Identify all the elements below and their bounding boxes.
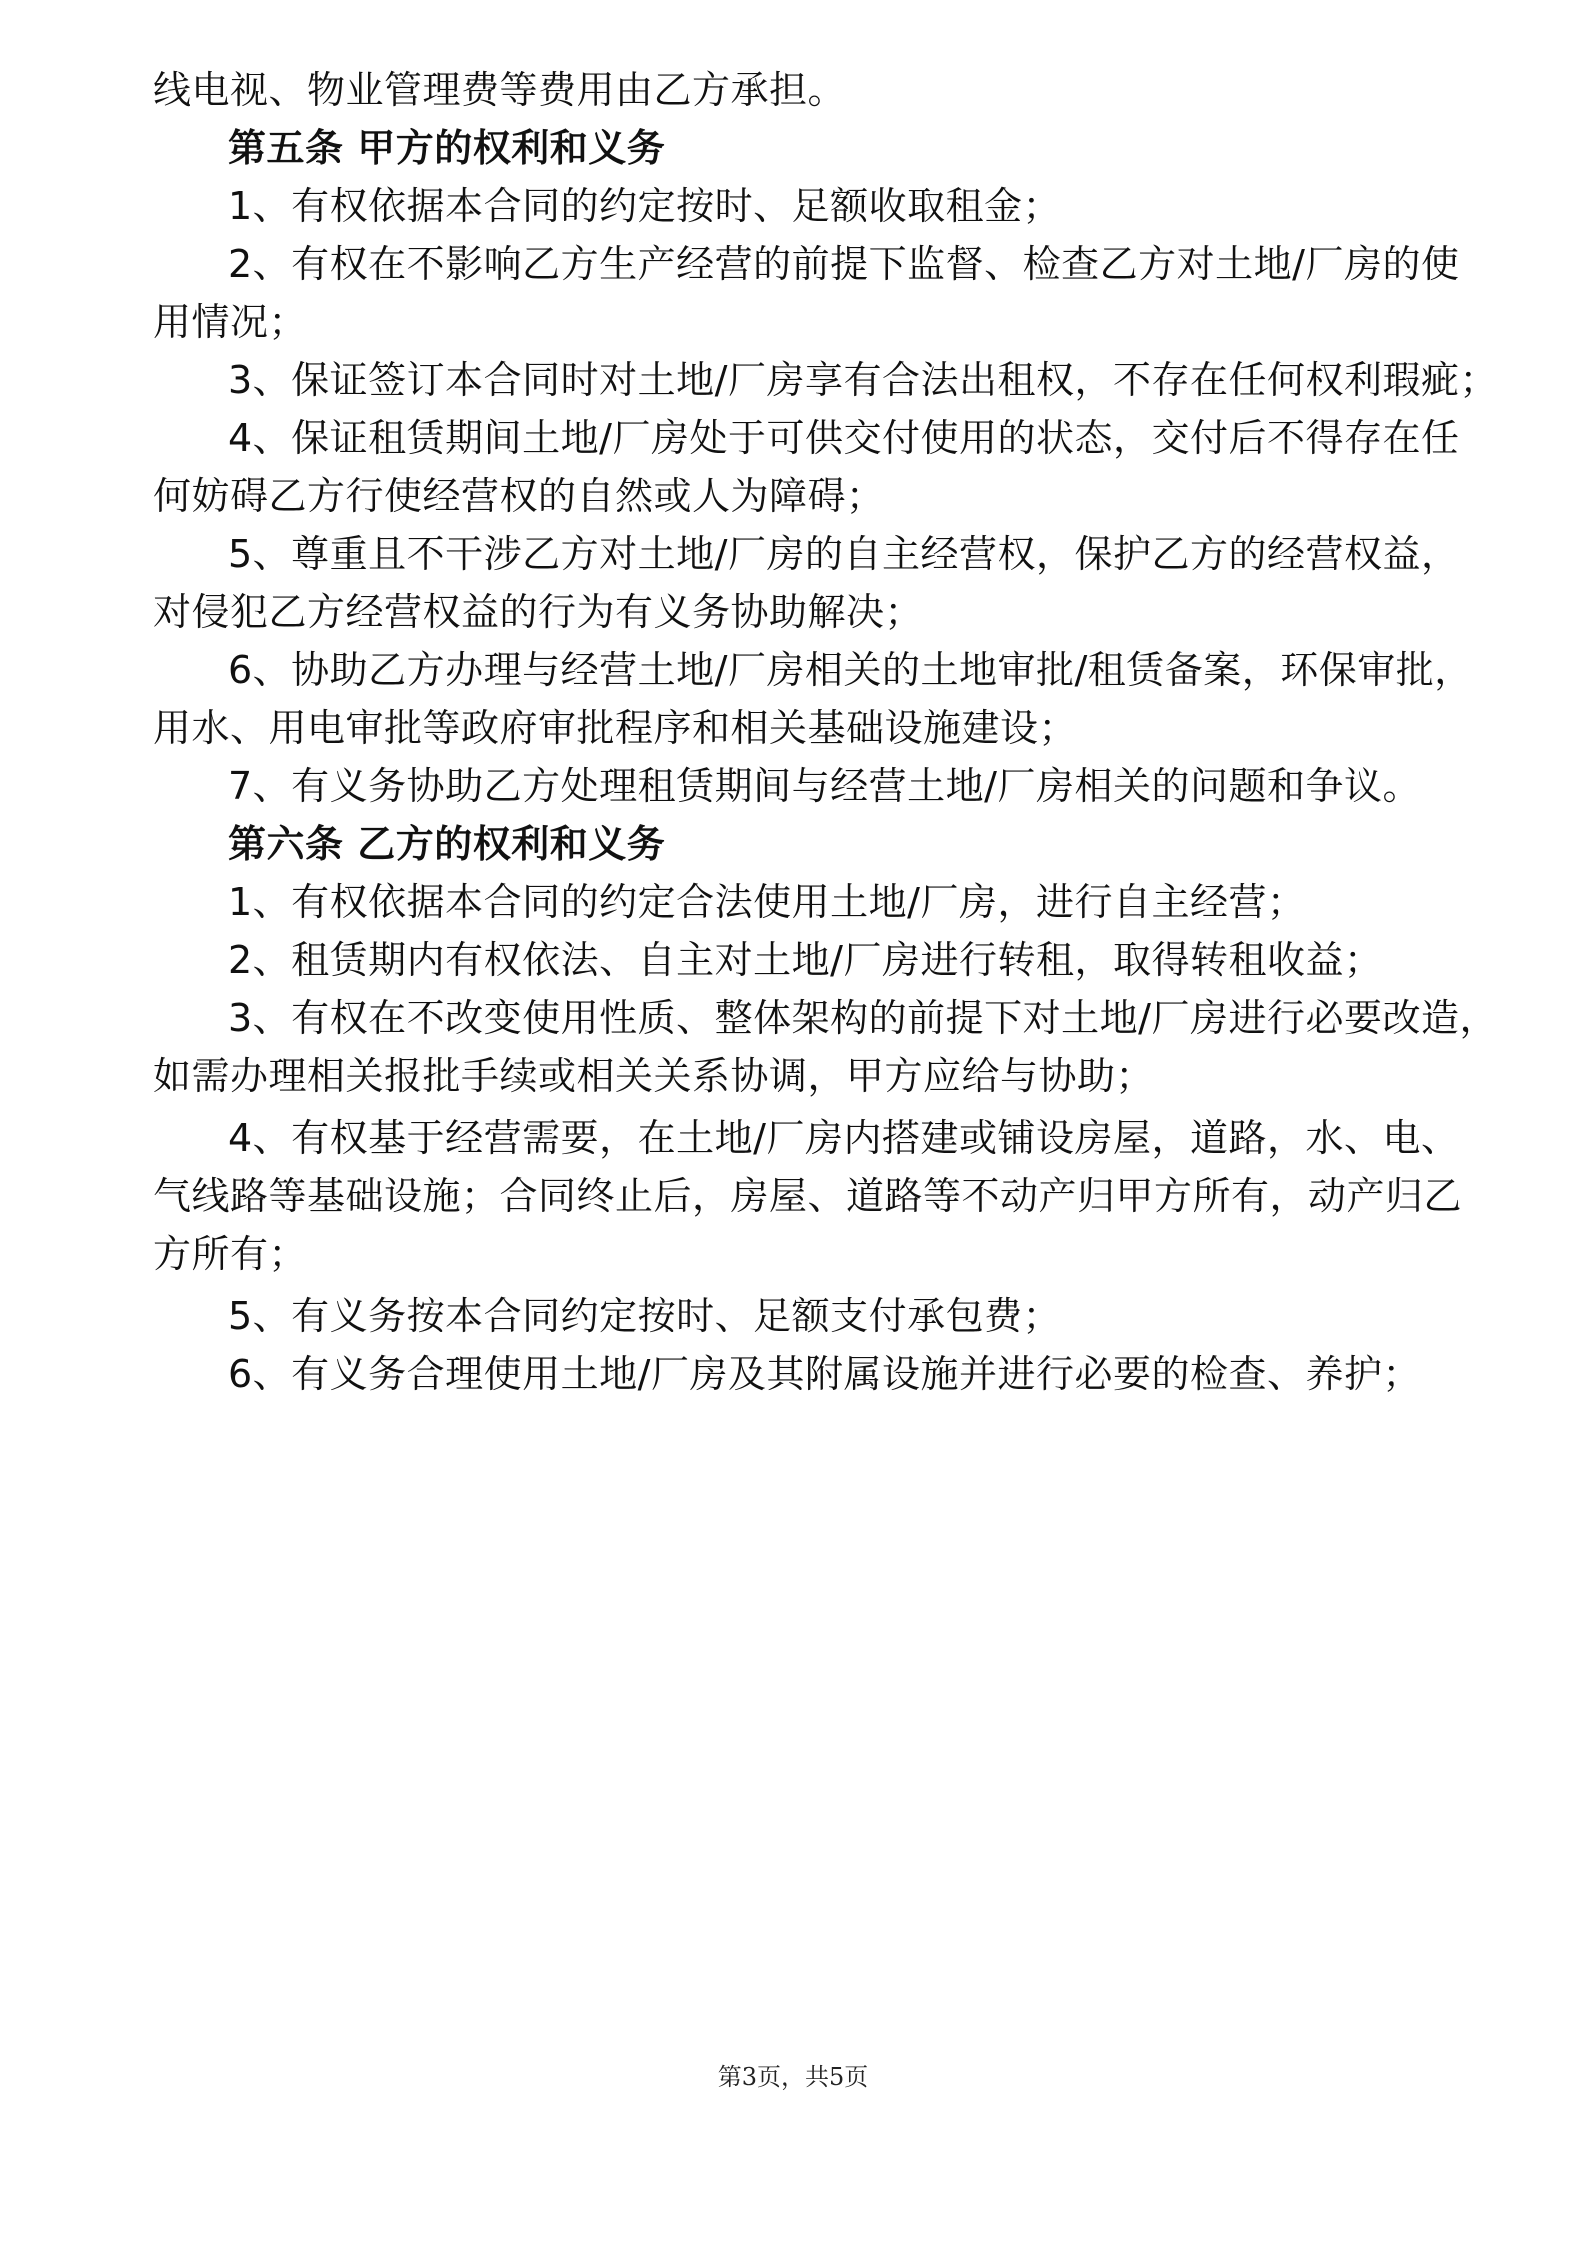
list-item-continuation: 用水、用电审批等政府审批程序和相关基础设施建设；	[153, 706, 1078, 750]
list-item-continuation: 气线路等基础设施；合同终止后，房屋、道路等不动产归甲方所有，动产归乙	[153, 1174, 1463, 1218]
list-item: 4、有权基于经营需要，在土地/厂房内搭建或铺设房屋，道路，水、电、	[228, 1116, 1460, 1160]
list-item-continuation: 方所有；	[153, 1232, 308, 1276]
paragraph-line: 线电视、物业管理费等费用由乙方承担。	[153, 68, 847, 112]
list-item-continuation: 何妨碍乙方行使经营权的自然或人为障碍；	[153, 474, 885, 518]
list-item-continuation: 对侵犯乙方经营权益的行为有义务协助解决；	[153, 590, 924, 634]
page-number-footer: 第3页，共5页	[717, 2063, 869, 2091]
list-item: 4、保证租赁期间土地/厂房处于可供交付使用的状态，交付后不得存在任	[228, 416, 1460, 460]
list-item: 3、有权在不改变使用性质、整体架构的前提下对土地/厂房进行必要改造，	[228, 996, 1498, 1040]
list-item: 3、保证签订本合同时对土地/厂房享有合法出租权，不存在任何权利瑕疵；	[228, 358, 1498, 402]
list-item: 1、有权依据本合同的约定合法使用土地/厂房，进行自主经营；	[228, 880, 1306, 924]
list-item: 5、有义务按本合同约定按时、足额支付承包费；	[228, 1294, 1062, 1338]
section-heading-article-5: 第五条 甲方的权利和义务	[228, 126, 666, 170]
list-item: 2、有权在不影响乙方生产经营的前提下监督、检查乙方对土地/厂房的使	[228, 242, 1460, 286]
list-item: 6、协助乙方办理与经营土地/厂房相关的土地审批/租赁备案，环保审批，	[228, 648, 1473, 692]
list-item-continuation: 用情况；	[153, 300, 308, 344]
list-item: 7、有义务协助乙方处理租赁期间与经营土地/厂房相关的问题和争议。	[228, 764, 1421, 808]
list-item: 2、租赁期内有权依法、自主对土地/厂房进行转租，取得转租收益；	[228, 938, 1383, 982]
section-heading-article-6: 第六条 乙方的权利和义务	[228, 822, 666, 866]
list-item: 5、尊重且不干涉乙方对土地/厂房的自主经营权，保护乙方的经营权益，	[228, 532, 1460, 576]
list-item: 1、有权依据本合同的约定按时、足额收取租金；	[228, 184, 1062, 228]
list-item: 6、有义务合理使用土地/厂房及其附属设施并进行必要的检查、养护；	[228, 1352, 1421, 1396]
list-item-continuation: 如需办理相关报批手续或相关关系协调，甲方应给与协助；	[153, 1054, 1155, 1098]
